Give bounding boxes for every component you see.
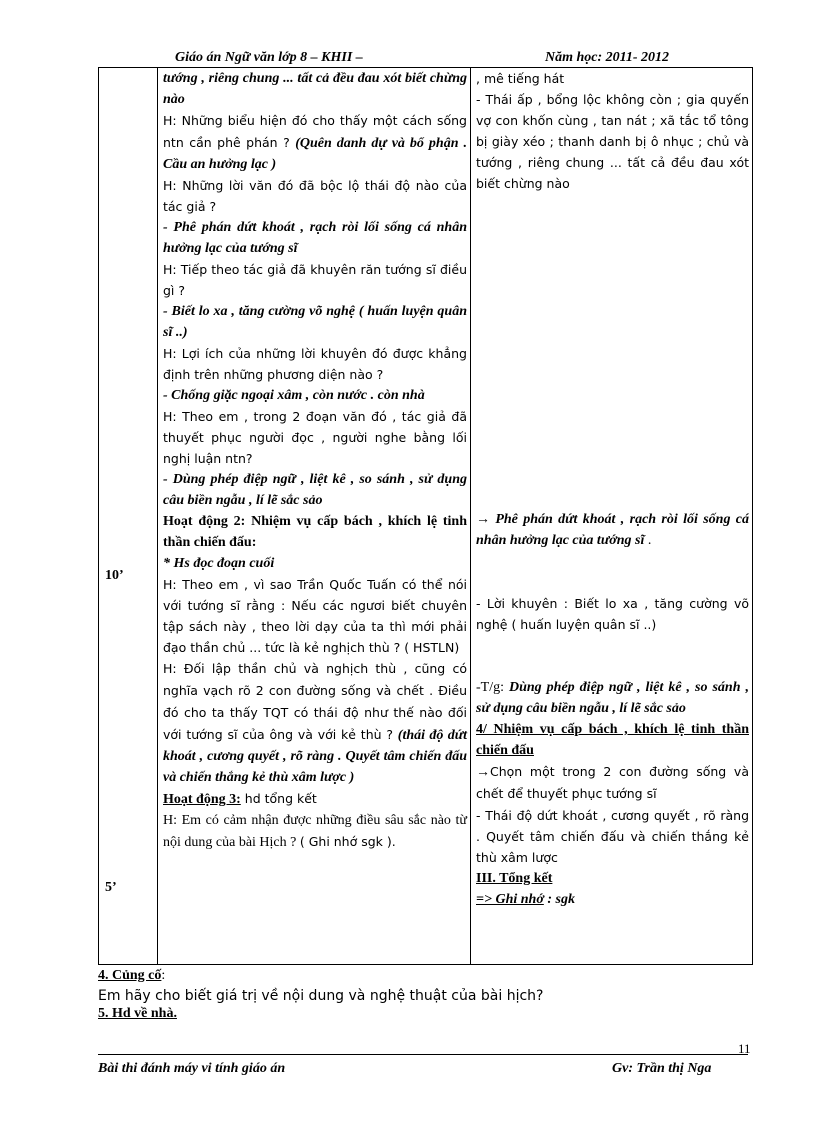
header-title: Giáo án Ngữ văn lớp 8 – KHII – — [175, 50, 363, 65]
arrow-icon: → — [476, 765, 490, 780]
content-text: => Ghi nhớ : sgk — [476, 892, 575, 907]
activity-question: H: Đối lập thần chủ và nghịch thù , cũng có nghĩa vạch rõ 2 con đường sống và chết . Điều đó cho ta thấy TQT có thái độ như thế nào đối với tướng sĩ của ông và với kẻ thù ? (thái độ dứt khoát , cương quyết , rõ ràng . Quyết tâm chiến đấu và chiến thắng kẻ thù xâm lược ) — [163, 661, 467, 785]
section-heading: 4/ Nhiệm vụ cấp bách , khích lệ tinh thần chiến đấu — [476, 722, 749, 758]
activity-question: H: Những lời văn đó đã bộc lộ thái độ nào của tác giả ? — [163, 178, 467, 214]
activity-text: tướng , riêng chung ... tất cả đều đau xót biết chừng nào — [163, 71, 467, 107]
content-text: →Chọn một trong 2 con đường sống và chết để thuyết phục tướng sĩ — [476, 764, 749, 801]
activity-answer: - Phê phán dứt khoát , rạch ròi lối sống cá nhân hưởng lạc của tướng sĩ — [163, 220, 467, 256]
time-label-5: 5’ — [105, 880, 117, 895]
arrow-icon: → — [476, 512, 490, 527]
content-text: -T/g: Dùng phép điệp ngữ , liệt kê , so sánh , sử dụng câu biền ngẫu , lí lẽ sắc sảo — [476, 680, 749, 716]
lesson-table — [98, 67, 753, 965]
content-conclusion: → Phê phán dứt khoát , rạch ròi lối sống cá nhân hưởng lạc của tướng sĩ . — [476, 512, 749, 548]
footer-left: Bài thi đánh máy vi tính giáo án — [98, 1061, 286, 1076]
activity-heading: Hoạt động 2: Nhiệm vụ cấp bách , khích lệ tinh thần chiến đấu: — [163, 514, 467, 550]
section-homework: 5. Hd về nhà. — [98, 1006, 177, 1021]
section-heading: III. Tổng kết — [476, 871, 553, 886]
activity-question: H: Lợi ích của những lời khuyên đó được khẳng định trên những phương diện nào ? — [163, 346, 467, 382]
time-label-10: 10’ — [105, 568, 124, 583]
footer-right: Gv: Trần thị Nga — [612, 1061, 712, 1076]
content-column — [471, 68, 753, 965]
activity-question: H: Những biểu hiện đó cho thấy một cách sống ntn cần phê phán ? (Quên danh dự và bổ phận . Cầu an hưởng lạc ) — [163, 113, 467, 172]
time-column — [99, 68, 158, 965]
activity-question: H: Em có cảm nhận được những điều sâu sắc nào từ nội dung của bài Hịch ? ( Ghi nhớ sgk ). — [163, 813, 467, 850]
section-consolidation: 4. Củng cố: — [98, 968, 166, 983]
content-text: - Lời khuyên : Biết lo xa , tăng cường võ nghệ ( huấn luyện quân sĩ ..) — [476, 596, 749, 632]
activity-answer: - Chống giặc ngoại xâm , còn nước . còn nhà — [163, 388, 425, 403]
activity-question: H: Theo em , vì sao Trần Quốc Tuấn có thể nói với tướng sĩ rằng : Nếu các ngươi biết chuyên tập sách này , theo lời dạy của ta thì mới phải đạo thần chủ ... tức là kẻ nghịch thù ? ( HSTLN) — [163, 577, 467, 655]
page-number: 11 — [738, 1041, 751, 1056]
footer-rule — [98, 1054, 748, 1055]
activity-heading: Hoạt động 3: hd tổng kết — [163, 791, 317, 807]
header-school-year: Năm học: 2011- 2012 — [545, 50, 670, 65]
spacer — [476, 551, 749, 593]
activity-question: H: Tiếp theo tác giả đã khuyên răn tướng sĩ điều gì ? — [163, 262, 467, 298]
activity-instruction: * Hs đọc đoạn cuối — [163, 556, 275, 571]
activity-column — [158, 68, 471, 965]
spacer — [476, 194, 749, 509]
content-text: - Thái độ dứt khoát , cương quyết , rõ ràng . Quyết tâm chiến đấu và chiến thắng kẻ thù xâm lược — [476, 808, 749, 865]
content-text: - Thái ấp , bổng lộc không còn ; gia quyến vợ con khốn cùng , tan nát ; xã tắc tổ tông bị giày xéo ; thanh danh bị ô nhục ; chủ và tướng , riêng chung ... tất cả đều đau xót biết chừng nào — [476, 92, 749, 191]
activity-question: H: Theo em , trong 2 đoạn văn đó , tác giả đã thuyết phục người đọc , người nghe bằng lối nghị luận ntn? — [163, 409, 467, 466]
consolidation-question: Em hãy cho biết giá trị về nội dung và nghệ thuật của bài hịch? — [98, 988, 544, 1004]
table-row — [99, 68, 753, 965]
activity-answer: - Dùng phép điệp ngữ , liệt kê , so sánh , sử dụng câu biền ngẫu , lí lẽ sắc sảo — [163, 472, 467, 508]
spacer — [476, 635, 749, 677]
content-text: , mê tiếng hát — [476, 71, 565, 86]
activity-answer: - Biết lo xa , tăng cường võ nghệ ( huấn luyện quân sĩ ..) — [163, 304, 467, 340]
